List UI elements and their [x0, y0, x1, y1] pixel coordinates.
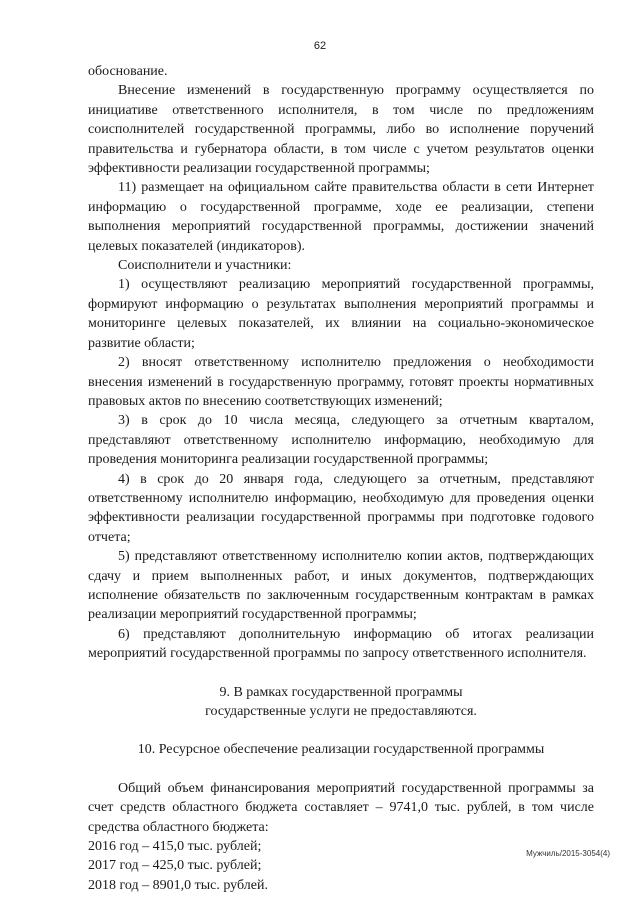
- paragraph: 4) в срок до 20 января года, следующего за отчетным, представляют ответственному исполнителю информацию, необходимую для проведения оценки эффективности реализации государственной программы при подготовке годового отчета;: [88, 471, 594, 545]
- document-body: [88, 62, 594, 895]
- paragraph: Внесение изменений в государственную программу осуществляется по инициативе ответственного исполнителя, в том числе по предложениям соисполнителей государственной программы, либо во исполнение поручений правительства и губернатора области, в том числе с учетом результатов оценки эффективности реализации государственной программы;: [88, 83, 594, 177]
- paragraph: обоснование.: [88, 64, 168, 79]
- paragraph: 11) размещает на официальном сайте правительства области в сети Интернет информацию о государственной программе, ходе ее реализации, степени выполнения мероприятий государственной программы, достижении значений целевых показателей (индикаторов).: [88, 180, 594, 254]
- paragraph: 3) в срок до 10 числа месяца, следующего за отчетным кварталом, представляют ответственному исполнителю информацию, необходимую для проведения мониторинга реализации государственной программы;: [88, 413, 594, 468]
- funding-year-2017: 2017 год – 425,0 тыс. рублей;: [88, 858, 262, 874]
- funding-intro: Общий объем финансирования мероприятий государственной программы за счет средств областного бюджета составляет – 9741,0 тыс. рублей, в том числе средства областного бюджета:: [88, 780, 594, 835]
- paragraph: 6) представляют дополнительную информацию об итогах реализации мероприятий государственной программы по запросу ответственного исполнителя.: [88, 626, 594, 662]
- funding-year-2016: 2016 год – 415,0 тыс. рублей;: [88, 839, 262, 855]
- section-9-heading: [88, 683, 594, 722]
- paragraph: 2) вносят ответственному исполнителю предложения о необходимости внесения изменений в государственную программу, готовят проекты нормативных правовых актов по внесению соответствующих изменений;: [88, 355, 594, 409]
- paragraph: 1) осуществляют реализацию мероприятий государственной программы, формируют информацию о результатах выполнения мероприятий программы и мониторинге целевых показателей, их влиянии на социально-экономическое развитие области;: [88, 277, 594, 351]
- footer-document-code: Мужчиль/2015-3054(4): [526, 849, 610, 858]
- section-10-heading: 10. Ресурсное обеспечение реализации государственной программы: [137, 742, 545, 758]
- section-9-line-2: государственные услуги не предоставляются.: [205, 704, 477, 719]
- page-number: 62: [313, 40, 327, 52]
- paragraph: 5) представляют ответственному исполнителю копии актов, подтверждающих сдачу и прием выполненных работ, и иных документов, подтверждающих исполнение обязательств по заключенным государственным контрактам в рамках реализации мероприятий государственной программы;: [88, 549, 594, 623]
- funding-year-2018: 2018 год – 8901,0 тыс. рублей.: [88, 877, 268, 893]
- section-9-line-1: 9. В рамках государственной программы: [219, 684, 463, 700]
- paragraph: Соисполнители и участники:: [118, 258, 292, 274]
